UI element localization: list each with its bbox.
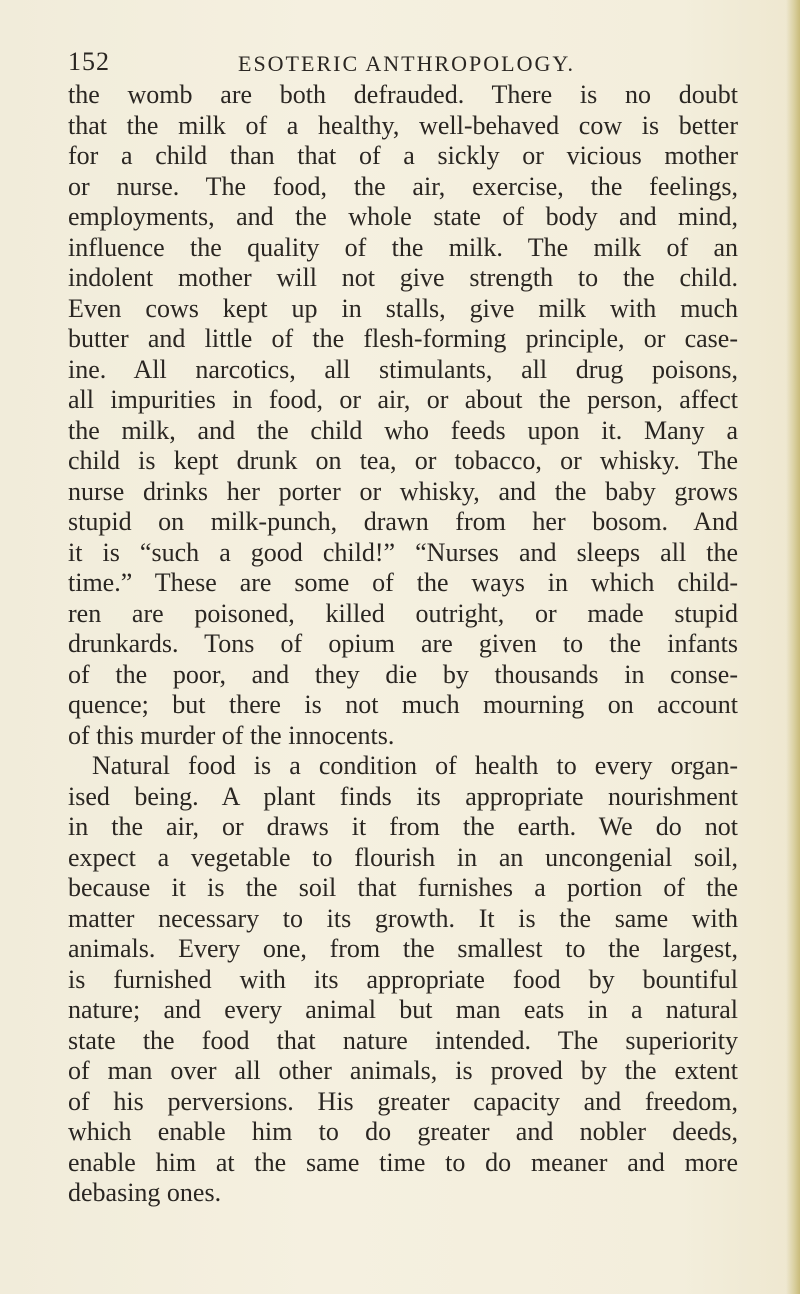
running-header bbox=[68, 47, 728, 83]
text-line: ised being. A plant finds its appropriate nourishment bbox=[68, 781, 738, 811]
text-line: butter and little of the flesh-forming principle, or case- bbox=[68, 324, 738, 353]
text-line: of man over all other animals, is proved by the extent bbox=[68, 1056, 738, 1085]
text-line: of the poor, and they die by thousands in conse- bbox=[68, 659, 738, 689]
text-line: enable him at the same time to do meaner and more bbox=[68, 1147, 738, 1177]
text-line: all impurities in food, or air, or about the person, affect bbox=[68, 385, 738, 414]
text-line: employments, and the whole state of body and mind, bbox=[68, 202, 738, 231]
text-line: is furnished with its appropriate food by bountiful bbox=[68, 964, 738, 994]
text-line: it is “such a good child!” “Nurses and sleeps all the bbox=[68, 537, 738, 567]
body-text bbox=[68, 80, 738, 1209]
paragraph-first-line: Natural food is a condition of health to every organ- bbox=[92, 751, 738, 780]
text-line: drunkards. Tons of opium are given to the infants bbox=[68, 629, 738, 658]
text-line: matter necessary to its growth. It is the same with bbox=[68, 903, 738, 933]
text-line: the milk, and the child who feeds upon it. Many a bbox=[68, 415, 738, 445]
text-line: quence; but there is not much mourning on account bbox=[68, 690, 738, 719]
text-line: the womb are both defrauded. There is no doubt bbox=[68, 80, 738, 109]
text-line: Even cows kept up in stalls, give milk with much bbox=[68, 293, 738, 323]
text-line: which enable him to do greater and nobler deeds, bbox=[68, 1117, 738, 1146]
paragraph-last-line: debasing ones. bbox=[68, 1178, 222, 1207]
text-line: stupid on milk-punch, drawn from her bosom. And bbox=[68, 507, 738, 536]
text-line: or nurse. The food, the air, exercise, the feelings, bbox=[68, 171, 738, 201]
page-edge bbox=[786, 0, 800, 1294]
running-title: ESOTERIC ANTHROPOLOGY. bbox=[238, 51, 575, 76]
page-number: 152 bbox=[68, 47, 110, 76]
text-line: expect a vegetable to flourish in an uncongenial soil, bbox=[68, 842, 738, 872]
text-line: that the milk of a healthy, well-behaved cow is better bbox=[68, 110, 738, 140]
text-line: nature; and every animal but man eats in a natural bbox=[68, 995, 738, 1024]
text-line: in the air, or draws it from the earth. We do not bbox=[68, 812, 738, 841]
text-line: of his perversions. His greater capacity and freedom, bbox=[68, 1086, 738, 1116]
text-line: influence the quality of the milk. The milk of an bbox=[68, 232, 738, 262]
text-line: for a child than that of a sickly or vicious mother bbox=[68, 141, 738, 170]
text-line: indolent mother will not give strength to the child. bbox=[68, 263, 738, 292]
text-line: animals. Every one, from the smallest to the largest, bbox=[68, 934, 738, 963]
text-line: nurse drinks her porter or whisky, and the baby grows bbox=[68, 476, 738, 506]
paragraph-last-line: of this murder of the innocents. bbox=[68, 720, 395, 750]
text-line: child is kept drunk on tea, or tobacco, or whisky. The bbox=[68, 446, 738, 475]
text-line: state the food that nature intended. The superiority bbox=[68, 1025, 738, 1055]
text-line: ren are poisoned, killed outright, or made stupid bbox=[68, 598, 738, 628]
text-line: because it is the soil that furnishes a portion of the bbox=[68, 873, 738, 902]
text-line: time.” These are some of the ways in which child- bbox=[68, 568, 738, 597]
text-line: ine. All narcotics, all stimulants, all drug poisons, bbox=[68, 354, 738, 384]
